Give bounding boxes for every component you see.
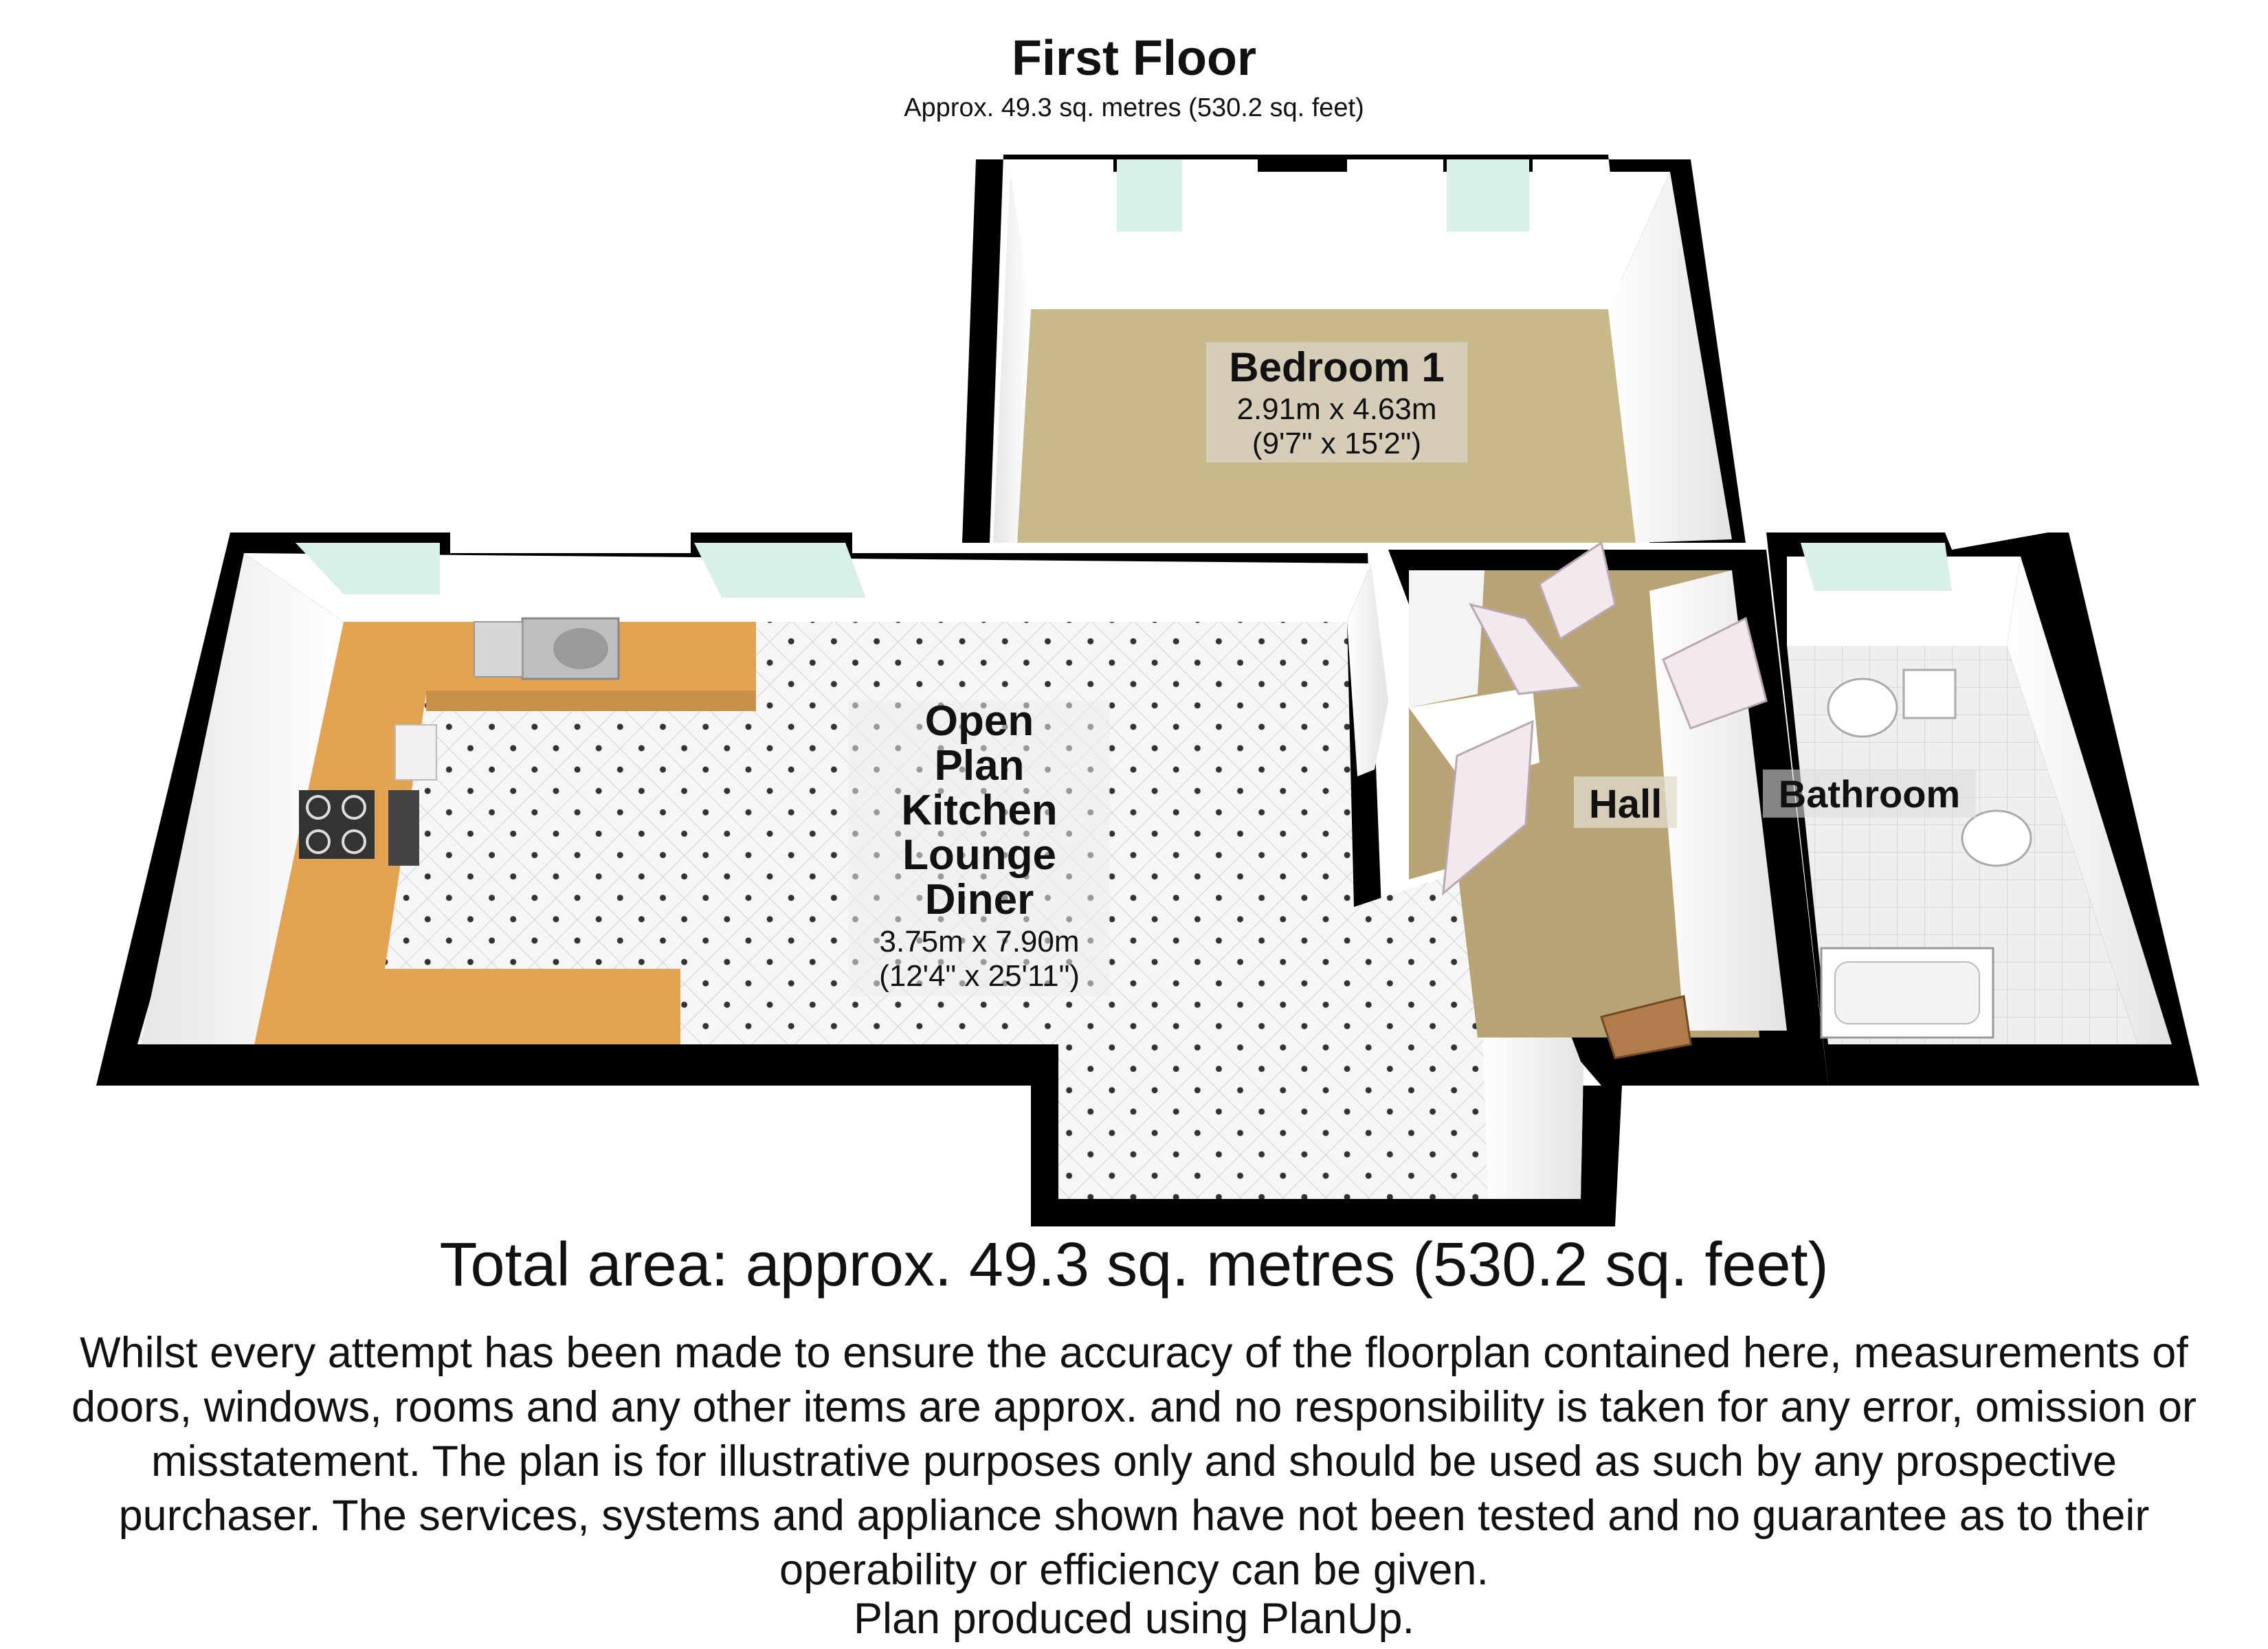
bedroom-window-left [1117,159,1182,232]
bathroom-cistern [1904,670,1955,718]
bathroom-basin [1962,811,2031,866]
kitchen-drainer [474,622,522,677]
open-plan-dim-metric: 3.75m x 7.90m [879,925,1080,958]
bedroom-name: Bedroom 1 [1229,344,1445,390]
open-plan-name-line: Open [924,697,1034,745]
kitchen-sink-bowl [553,628,608,669]
open-plan-name-line: Kitchen [901,787,1058,834]
open-plan-name-line: Plan [934,742,1025,789]
bathroom [1763,532,2199,1086]
kitchen-fridge [395,725,436,780]
produced-by-credit: Plan produced using PlanUp. [853,1595,1415,1643]
disclaimer-text: Whilst every attempt has been made to ensure the accuracy of the floorplan contained here, measurements of doors, windows, rooms and any other items are approx. and no responsibility is taken for any error, omission or misstatement. The plan is for illustrative purposes only and should be used as such by any prospective purchaser. The services, systems and appliance shown have not been tested and no guarantee as to their operability or efficiency can be given. [71,1329,2197,1594]
kitchen-oven [388,790,419,866]
floor-title: First Floor [1012,31,1256,86]
bathroom-toilet-bowl [1828,679,1897,737]
kitchen-back-units [426,691,756,711]
bathroom-name: Bathroom [1778,772,1961,816]
open-plan-name-line: Lounge [902,831,1056,879]
floor-area-subtitle: Approx. 49.3 sq. metres (530.2 sq. feet) [904,93,1364,122]
total-area: Total area: approx. 49.3 sq. metres (530.2 sq. feet) [439,1231,1829,1299]
open-plan-dim-imperial: (12'4" x 25'11") [879,959,1080,993]
bathroom-window [1801,543,1952,591]
bedroom-window-right [1447,159,1529,232]
bathroom-bath-inner [1835,962,1979,1024]
bedroom-dim-imperial: (9'7" x 15'2") [1252,427,1422,460]
hall-name: Hall [1588,782,1663,827]
kitchen-window-right [694,543,866,598]
bedroom-dim-metric: 2.91m x 4.63m [1236,392,1437,426]
open-plan-kitchen-lounge-diner [96,532,1622,1226]
hall-left-wall-face [1409,570,1485,708]
bedroom-1 [962,155,1746,543]
open-plan-name-line: Diner [924,876,1034,923]
